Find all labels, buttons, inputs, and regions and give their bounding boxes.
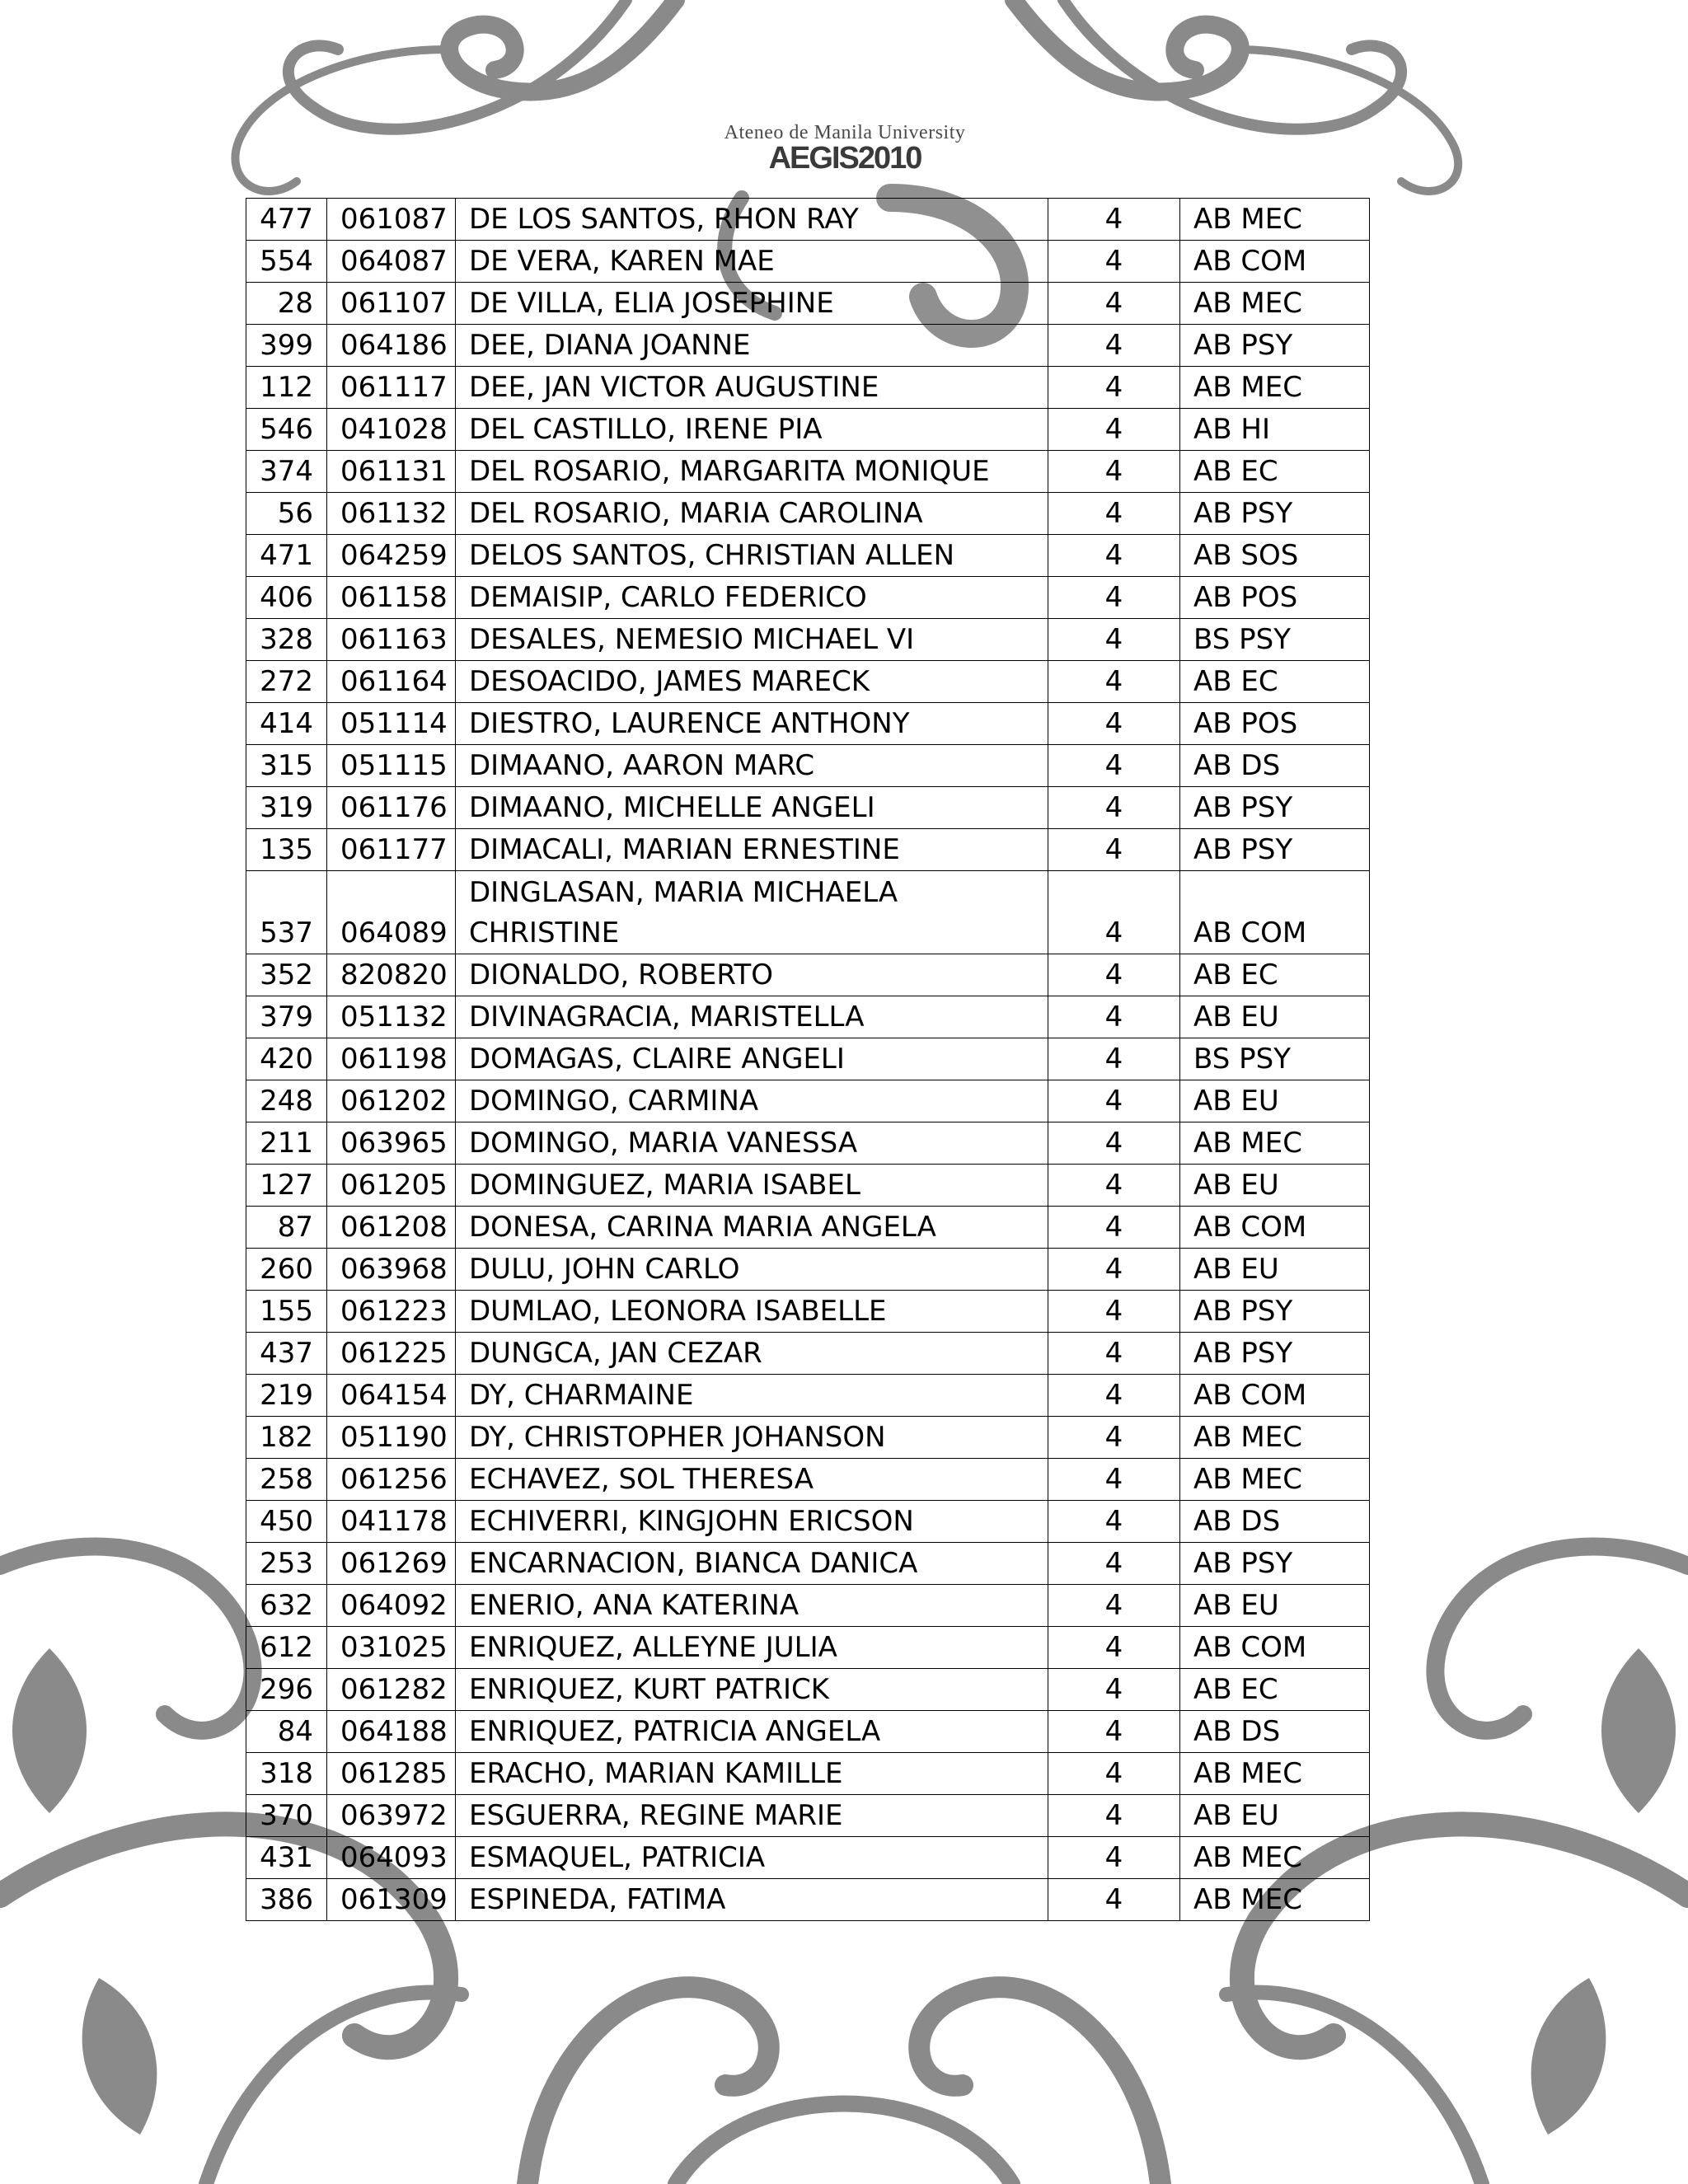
course-code: AB MEC <box>1180 1753 1370 1795</box>
student-name: DEL ROSARIO, MARIA CAROLINA <box>456 493 1048 535</box>
student-name: DUMLAO, LEONORA ISABELLE <box>456 1291 1048 1333</box>
row-number: 374 <box>246 451 327 493</box>
table-row <box>246 1585 1370 1627</box>
course-code: AB POS <box>1180 703 1370 745</box>
student-name: DONESA, CARINA MARIA ANGELA <box>456 1207 1048 1249</box>
table-row <box>246 535 1370 577</box>
course-code: AB COM <box>1180 871 1370 954</box>
row-number: 112 <box>246 367 327 409</box>
student-id: 041178 <box>327 1501 456 1543</box>
student-id: 061285 <box>327 1753 456 1795</box>
course-code: AB COM <box>1180 1627 1370 1669</box>
student-id: 061223 <box>327 1291 456 1333</box>
table-row <box>246 1837 1370 1879</box>
row-number: 155 <box>246 1291 327 1333</box>
table-row <box>246 199 1370 241</box>
student-id: 061205 <box>327 1165 456 1207</box>
table-row <box>246 241 1370 283</box>
student-name: ECHAVEZ, SOL THERESA <box>456 1459 1048 1501</box>
student-name: DESALES, NEMESIO MICHAEL VI <box>456 619 1048 661</box>
row-number: 431 <box>246 1837 327 1879</box>
row-number: 319 <box>246 787 327 829</box>
student-id: 061309 <box>327 1879 456 1921</box>
row-number: 248 <box>246 1080 327 1122</box>
student-name: ESMAQUEL, PATRICIA <box>456 1837 1048 1879</box>
year-level: 4 <box>1048 1711 1180 1753</box>
row-number: 554 <box>246 241 327 283</box>
student-id: 061198 <box>327 1038 456 1080</box>
student-id: 031025 <box>327 1627 456 1669</box>
table-row <box>246 409 1370 451</box>
student-name: ENERIO, ANA KATERINA <box>456 1585 1048 1627</box>
table-row <box>246 283 1370 325</box>
table-row <box>246 577 1370 619</box>
year-level: 4 <box>1048 493 1180 535</box>
table-row <box>246 1249 1370 1291</box>
course-code: AB MEC <box>1180 1837 1370 1879</box>
row-number: 537 <box>246 871 327 954</box>
course-code: AB POS <box>1180 577 1370 619</box>
student-name: DINGLASAN, MARIA MICHAELA CHRISTINE <box>456 871 1048 954</box>
year-level: 4 <box>1048 1753 1180 1795</box>
table-row <box>246 1627 1370 1669</box>
course-code: AB PSY <box>1180 787 1370 829</box>
year-level: 4 <box>1048 451 1180 493</box>
student-id: 061269 <box>327 1543 456 1585</box>
course-code: AB COM <box>1180 1207 1370 1249</box>
row-number: 414 <box>246 703 327 745</box>
student-name: DUNGCA, JAN CEZAR <box>456 1333 1048 1375</box>
student-name: DY, CHARMAINE <box>456 1375 1048 1417</box>
table-row <box>246 1417 1370 1459</box>
row-number: 219 <box>246 1375 327 1417</box>
table-row <box>246 661 1370 703</box>
row-number: 632 <box>246 1585 327 1627</box>
row-number: 612 <box>246 1627 327 1669</box>
table-row <box>246 1080 1370 1122</box>
roster-body <box>246 199 1370 1921</box>
course-code: AB DS <box>1180 745 1370 787</box>
year-level: 4 <box>1048 871 1180 954</box>
row-number: 260 <box>246 1249 327 1291</box>
student-name: DOMAGAS, CLAIRE ANGELI <box>456 1038 1048 1080</box>
row-number: 272 <box>246 661 327 703</box>
course-code: BS PSY <box>1180 619 1370 661</box>
student-id: 061202 <box>327 1080 456 1122</box>
student-name: ESPINEDA, FATIMA <box>456 1879 1048 1921</box>
course-code: AB DS <box>1180 1711 1370 1753</box>
row-number: 328 <box>246 619 327 661</box>
course-code: AB EC <box>1180 954 1370 996</box>
university-name: Ateneo de Manila University <box>724 122 966 143</box>
student-name: DIMAANO, MICHELLE ANGELI <box>456 787 1048 829</box>
table-row <box>246 1879 1370 1921</box>
student-id: 061107 <box>327 283 456 325</box>
student-name: ECHIVERRI, KINGJOHN ERICSON <box>456 1501 1048 1543</box>
course-code: AB MEC <box>1180 283 1370 325</box>
table-row <box>246 1501 1370 1543</box>
student-id: 064092 <box>327 1585 456 1627</box>
student-name: DIMAANO, AARON MARC <box>456 745 1048 787</box>
year-level: 4 <box>1048 1585 1180 1627</box>
course-code: AB PSY <box>1180 493 1370 535</box>
row-number: 28 <box>246 283 327 325</box>
course-code: AB MEC <box>1180 1122 1370 1165</box>
bottom-center-left-scroll <box>528 1987 769 2184</box>
student-id: 051190 <box>327 1417 456 1459</box>
table-row <box>246 1122 1370 1165</box>
table-row <box>246 703 1370 745</box>
student-name: DESOACIDO, JAMES MARECK <box>456 661 1048 703</box>
student-name: ENRIQUEZ, KURT PATRICK <box>456 1669 1048 1711</box>
student-name: DY, CHRISTOPHER JOHANSON <box>456 1417 1048 1459</box>
year-level: 4 <box>1048 1501 1180 1543</box>
student-id: 064188 <box>327 1711 456 1753</box>
year-level: 4 <box>1048 1122 1180 1165</box>
student-name: DEE, DIANA JOANNE <box>456 325 1048 367</box>
year-level: 4 <box>1048 325 1180 367</box>
table-row <box>246 1753 1370 1795</box>
table-row <box>246 619 1370 661</box>
course-code: AB EU <box>1180 1585 1370 1627</box>
student-name: ENRIQUEZ, ALLEYNE JULIA <box>456 1627 1048 1669</box>
student-id: 061158 <box>327 577 456 619</box>
table-row <box>246 829 1370 871</box>
row-number: 352 <box>246 954 327 996</box>
student-name: DIESTRO, LAURENCE ANTHONY <box>456 703 1048 745</box>
student-id: 061282 <box>327 1669 456 1711</box>
student-id: 061176 <box>327 787 456 829</box>
student-roster-table <box>246 198 1370 1921</box>
row-number: 315 <box>246 745 327 787</box>
right-leaf-ornament <box>1601 1648 1676 1813</box>
student-name: ESGUERRA, REGINE MARIE <box>456 1795 1048 1837</box>
year-level: 4 <box>1048 1038 1180 1080</box>
year-level: 4 <box>1048 1795 1180 1837</box>
year-level: 4 <box>1048 619 1180 661</box>
table-row <box>246 1375 1370 1417</box>
table-row <box>246 871 1370 954</box>
year-level: 4 <box>1048 283 1180 325</box>
table-row <box>246 1669 1370 1711</box>
student-name: ENCARNACION, BIANCA DANICA <box>456 1543 1048 1585</box>
year-level: 4 <box>1048 954 1180 996</box>
student-name: DOMINGO, MARIA VANESSA <box>456 1122 1048 1165</box>
student-name: DEMAISIP, CARLO FEDERICO <box>456 577 1048 619</box>
student-name: DE LOS SANTOS, RHON RAY <box>456 199 1048 241</box>
year-level: 4 <box>1048 996 1180 1038</box>
table-row <box>246 954 1370 996</box>
student-id: 064087 <box>327 241 456 283</box>
student-id: 061087 <box>327 199 456 241</box>
student-id: 064089 <box>327 871 456 954</box>
year-level: 4 <box>1048 577 1180 619</box>
year-level: 4 <box>1048 1543 1180 1585</box>
student-name: DEL CASTILLO, IRENE PIA <box>456 409 1048 451</box>
row-number: 182 <box>246 1417 327 1459</box>
table-row <box>246 1543 1370 1585</box>
course-code: AB MEC <box>1180 1459 1370 1501</box>
row-number: 370 <box>246 1795 327 1837</box>
student-id: 061208 <box>327 1207 456 1249</box>
year-level: 4 <box>1048 1207 1180 1249</box>
year-level: 4 <box>1048 703 1180 745</box>
row-number: 253 <box>246 1543 327 1585</box>
row-number: 386 <box>246 1879 327 1921</box>
table-row <box>246 1207 1370 1249</box>
row-number: 471 <box>246 535 327 577</box>
year-level: 4 <box>1048 535 1180 577</box>
student-name: DOMINGUEZ, MARIA ISABEL <box>456 1165 1048 1207</box>
student-id: 064186 <box>327 325 456 367</box>
student-name: DIMACALI, MARIAN ERNESTINE <box>456 829 1048 871</box>
row-number: 84 <box>246 1711 327 1753</box>
row-number: 318 <box>246 1753 327 1795</box>
row-number: 135 <box>246 829 327 871</box>
year-level: 4 <box>1048 1249 1180 1291</box>
event-logo <box>684 122 1006 176</box>
event-name: AEGIS2010 <box>768 141 921 176</box>
student-name: ERACHO, MARIAN KAMILLE <box>456 1753 1048 1795</box>
year-level: 4 <box>1048 829 1180 871</box>
student-name: DIONALDO, ROBERTO <box>456 954 1048 996</box>
course-code: AB PSY <box>1180 325 1370 367</box>
table-row <box>246 1459 1370 1501</box>
student-id: 063968 <box>327 1249 456 1291</box>
table-row <box>246 1038 1370 1080</box>
bottom-center-arch <box>676 2104 1012 2184</box>
course-code: AB COM <box>1180 241 1370 283</box>
student-name: DULU, JOHN CARLO <box>456 1249 1048 1291</box>
course-code: AB MEC <box>1180 367 1370 409</box>
table-row <box>246 1795 1370 1837</box>
table-row <box>246 996 1370 1038</box>
student-name: DELOS SANTOS, CHRISTIAN ALLEN <box>456 535 1048 577</box>
left-leaf-ornament <box>12 1648 87 1813</box>
student-id: 041028 <box>327 409 456 451</box>
course-code: AB PSY <box>1180 1333 1370 1375</box>
course-code: AB EC <box>1180 661 1370 703</box>
year-level: 4 <box>1048 1165 1180 1207</box>
course-code: AB MEC <box>1180 1417 1370 1459</box>
course-code: AB EU <box>1180 1249 1370 1291</box>
student-name: DOMINGO, CARMINA <box>456 1080 1048 1122</box>
student-id: 051114 <box>327 703 456 745</box>
course-code: AB EU <box>1180 1165 1370 1207</box>
course-code: AB EU <box>1180 996 1370 1038</box>
course-code: AB DS <box>1180 1501 1370 1543</box>
top-left-scroll <box>449 0 676 92</box>
year-level: 4 <box>1048 1333 1180 1375</box>
student-id: 061131 <box>327 451 456 493</box>
row-number: 399 <box>246 325 327 367</box>
top-right-scroll <box>1014 0 1240 92</box>
course-code: AB EU <box>1180 1080 1370 1122</box>
student-id: 061177 <box>327 829 456 871</box>
student-name: DEE, JAN VICTOR AUGUSTINE <box>456 367 1048 409</box>
course-code: BS PSY <box>1180 1038 1370 1080</box>
course-code: AB EC <box>1180 1669 1370 1711</box>
bottom-right-leaf <box>1531 1978 1606 2135</box>
year-level: 4 <box>1048 661 1180 703</box>
course-code: AB MEC <box>1180 199 1370 241</box>
table-row <box>246 1291 1370 1333</box>
student-id: 064093 <box>327 1837 456 1879</box>
row-number: 127 <box>246 1165 327 1207</box>
course-code: AB PSY <box>1180 1291 1370 1333</box>
row-number: 450 <box>246 1501 327 1543</box>
student-id: 063972 <box>327 1795 456 1837</box>
row-number: 258 <box>246 1459 327 1501</box>
table-row <box>246 367 1370 409</box>
course-code: AB COM <box>1180 1375 1370 1417</box>
year-level: 4 <box>1048 1417 1180 1459</box>
student-name: DEL ROSARIO, MARGARITA MONIQUE <box>456 451 1048 493</box>
student-id: 051115 <box>327 745 456 787</box>
student-id: 061256 <box>327 1459 456 1501</box>
student-name: DIVINAGRACIA, MARISTELLA <box>456 996 1048 1038</box>
row-number: 379 <box>246 996 327 1038</box>
row-number: 406 <box>246 577 327 619</box>
year-level: 4 <box>1048 1291 1180 1333</box>
student-name: DE VILLA, ELIA JOSEPHINE <box>456 283 1048 325</box>
student-id: 051132 <box>327 996 456 1038</box>
year-level: 4 <box>1048 241 1180 283</box>
table-row <box>246 325 1370 367</box>
year-level: 4 <box>1048 1837 1180 1879</box>
row-number: 437 <box>246 1333 327 1375</box>
student-id: 064259 <box>327 535 456 577</box>
course-code: AB MEC <box>1180 1879 1370 1921</box>
student-id: 061164 <box>327 661 456 703</box>
course-code: AB HI <box>1180 409 1370 451</box>
course-code: AB EC <box>1180 451 1370 493</box>
table-row <box>246 787 1370 829</box>
year-level: 4 <box>1048 1080 1180 1122</box>
course-code: AB EU <box>1180 1795 1370 1837</box>
student-id: 061225 <box>327 1333 456 1375</box>
student-name: ENRIQUEZ, PATRICIA ANGELA <box>456 1711 1048 1753</box>
bottom-left-leaf <box>82 1978 157 2135</box>
year-level: 4 <box>1048 1879 1180 1921</box>
table-row <box>246 1333 1370 1375</box>
row-number: 420 <box>246 1038 327 1080</box>
course-code: AB SOS <box>1180 535 1370 577</box>
student-id: 820820 <box>327 954 456 996</box>
course-code: AB PSY <box>1180 829 1370 871</box>
student-name: DE VERA, KAREN MAE <box>456 241 1048 283</box>
year-level: 4 <box>1048 409 1180 451</box>
year-level: 4 <box>1048 199 1180 241</box>
year-level: 4 <box>1048 367 1180 409</box>
row-number: 546 <box>246 409 327 451</box>
year-level: 4 <box>1048 787 1180 829</box>
row-number: 296 <box>246 1669 327 1711</box>
year-level: 4 <box>1048 745 1180 787</box>
student-id: 061132 <box>327 493 456 535</box>
student-id: 061117 <box>327 367 456 409</box>
student-id: 063965 <box>327 1122 456 1165</box>
table-row <box>246 1711 1370 1753</box>
course-code: AB PSY <box>1180 1543 1370 1585</box>
bottom-center-right-scroll <box>919 1987 1160 2184</box>
row-number: 477 <box>246 199 327 241</box>
table-row <box>246 745 1370 787</box>
year-level: 4 <box>1048 1627 1180 1669</box>
student-id: 061163 <box>327 619 456 661</box>
student-id: 064154 <box>327 1375 456 1417</box>
year-level: 4 <box>1048 1459 1180 1501</box>
row-number: 56 <box>246 493 327 535</box>
year-level: 4 <box>1048 1375 1180 1417</box>
year-level: 4 <box>1048 1669 1180 1711</box>
row-number: 87 <box>246 1207 327 1249</box>
table-row <box>246 1165 1370 1207</box>
row-number: 211 <box>246 1122 327 1165</box>
table-row <box>246 493 1370 535</box>
table-row <box>246 451 1370 493</box>
